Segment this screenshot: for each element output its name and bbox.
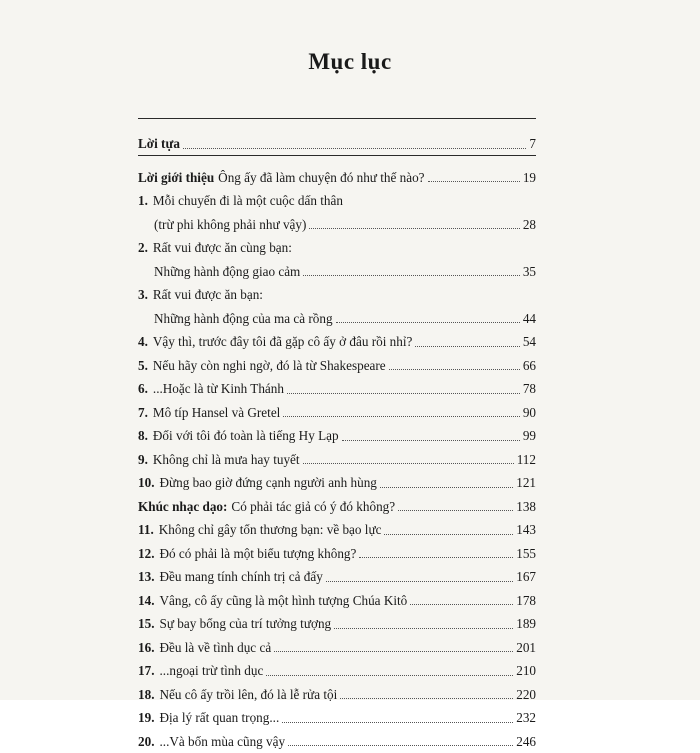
entry-number: 17. [138,659,154,683]
dot-leader [283,415,519,417]
entry-title: (trừ phi không phải như vậy) [154,213,306,237]
dot-leader [428,180,520,182]
dot-leader [334,627,513,629]
dot-leader [340,697,513,699]
page-number: 189 [516,612,536,636]
dot-leader [266,674,513,676]
entry-title: Nếu hãy còn nghi ngờ, đó là từ Shakespeare [153,354,386,378]
page-number: 201 [516,636,536,660]
entry-number: 8. [138,424,148,448]
toc-entry [138,166,536,190]
entry-title: Đối với tôi đó toàn là tiếng Hy Lạp [153,424,339,448]
entry-title: Rất vui được ăn bạn: [153,283,263,307]
entry-number: 18. [138,683,154,707]
page-number: 28 [523,213,536,237]
dot-leader [303,274,519,276]
toc-entry [138,683,536,707]
entry-title: ...Hoặc là từ Kinh Thánh [153,377,284,401]
page-number: 44 [523,307,536,331]
toc-entry [138,283,536,330]
toc-entry [138,401,536,425]
toc-entry [138,189,536,236]
entry-number: 4. [138,330,148,354]
page-number: 35 [523,260,536,284]
entry-number: 19. [138,706,154,730]
toc-entry [138,471,536,495]
dot-leader [326,580,513,582]
page-number: 232 [516,706,536,730]
entry-number: 15. [138,612,154,636]
toc-entry [138,424,536,448]
page-number: 7 [529,132,536,156]
entry-title: Không chỉ gây tổn thương bạn: về bạo lực [159,518,382,542]
toc-entry [138,589,536,613]
dot-leader [415,345,519,347]
entry-title: ...Và bốn mùa cũng vậy [159,730,285,753]
page-number: 155 [516,542,536,566]
dot-leader [183,147,526,149]
entry-number: 6. [138,377,148,401]
page-title: Mục lục [0,49,700,75]
page-number: 220 [516,683,536,707]
entry-number: 3. [138,283,148,307]
table-of-contents [138,132,536,753]
page-number: 121 [516,471,536,495]
entry-title: Đó có phải là một biểu tượng không? [159,542,356,566]
entry-title: Ông ấy đã làm chuyện đó như thế nào? [218,166,424,190]
page-number: 90 [523,401,536,425]
toc-entry [138,565,536,589]
entry-number: 7. [138,401,148,425]
page-number: 138 [516,495,536,519]
entry-title: Không chỉ là mưa hay tuyết [153,448,300,472]
toc-entry [138,636,536,660]
entry-title: Những hành động của ma cà rồng [154,307,333,331]
toc-entry [138,354,536,378]
entry-number: 1. [138,189,148,213]
dot-leader [342,439,520,441]
entry-number: 5. [138,354,148,378]
page-number: 99 [523,424,536,448]
entry-title: Sự bay bổng của trí tưởng tượng [159,612,331,636]
entry-title: Mô típ Hansel và Gretel [153,401,280,425]
entry-number: 12. [138,542,154,566]
entry-title: Vâng, cô ấy cũng là một hình tượng Chúa Kitô [159,589,407,613]
entry-prefix: Khúc nhạc dạo: [138,495,227,519]
entry-number: 11. [138,518,154,542]
entry-number: 20. [138,730,154,753]
entry-number: 9. [138,448,148,472]
dot-leader [398,509,513,511]
page-number: 78 [523,377,536,401]
page-number: 19 [523,166,536,190]
page-number: 143 [516,518,536,542]
toc-entry [138,132,536,156]
toc-entry [138,659,536,683]
entry-title: Đều là về tình dục cả [159,636,271,660]
entry-title: Đều mang tính chính trị cả đấy [159,565,322,589]
entry-title: Có phải tác giả có ý đó không? [231,495,395,519]
entry-title: Vậy thì, trước đây tôi đã gặp cô ấy ở đâu rồi nhỉ? [153,330,413,354]
dot-leader [309,227,519,229]
entry-number: 2. [138,236,148,260]
toc-entry [138,495,536,519]
dot-leader [287,392,520,394]
entry-number: 14. [138,589,154,613]
entry-title: Địa lý rất quan trọng... [159,706,279,730]
toc-entry [138,706,536,730]
entry-title: Lời tựa [138,132,180,156]
page-number: 246 [516,730,536,753]
entry-title: Đừng bao giờ đứng cạnh người anh hùng [159,471,376,495]
dot-leader [359,556,513,558]
entry-number: 16. [138,636,154,660]
entry-prefix: Lời giới thiệu [138,166,214,190]
page-number: 66 [523,354,536,378]
entry-title: Những hành động giao cảm [154,260,300,284]
toc-entry [138,730,536,753]
dot-leader [303,462,514,464]
page-number: 54 [523,330,536,354]
toc-entry [138,448,536,472]
dot-leader [380,486,513,488]
entry-title: ...ngoại trừ tình dục [159,659,263,683]
toc-entry [138,236,536,283]
entry-title: Rất vui được ăn cùng bạn: [153,236,292,260]
page-number: 167 [516,565,536,589]
entry-title: Nếu cô ấy trồi lên, đó là lễ rửa tội [159,683,337,707]
page-number: 210 [516,659,536,683]
dot-leader [384,533,513,535]
page-number: 178 [516,589,536,613]
dot-leader [274,650,513,652]
toc-entry [138,330,536,354]
dot-leader [336,321,520,323]
page-number: 112 [517,448,536,472]
entry-number: 10. [138,471,154,495]
toc-entry [138,542,536,566]
dot-leader [410,603,513,605]
entry-number: 13. [138,565,154,589]
dot-leader [389,368,520,370]
top-rule [138,118,536,119]
entry-title: Mỗi chuyến đi là một cuộc dấn thân [153,189,343,213]
dot-leader [288,744,513,746]
dot-leader [282,721,513,723]
toc-entry [138,377,536,401]
toc-entry [138,518,536,542]
toc-entry [138,612,536,636]
